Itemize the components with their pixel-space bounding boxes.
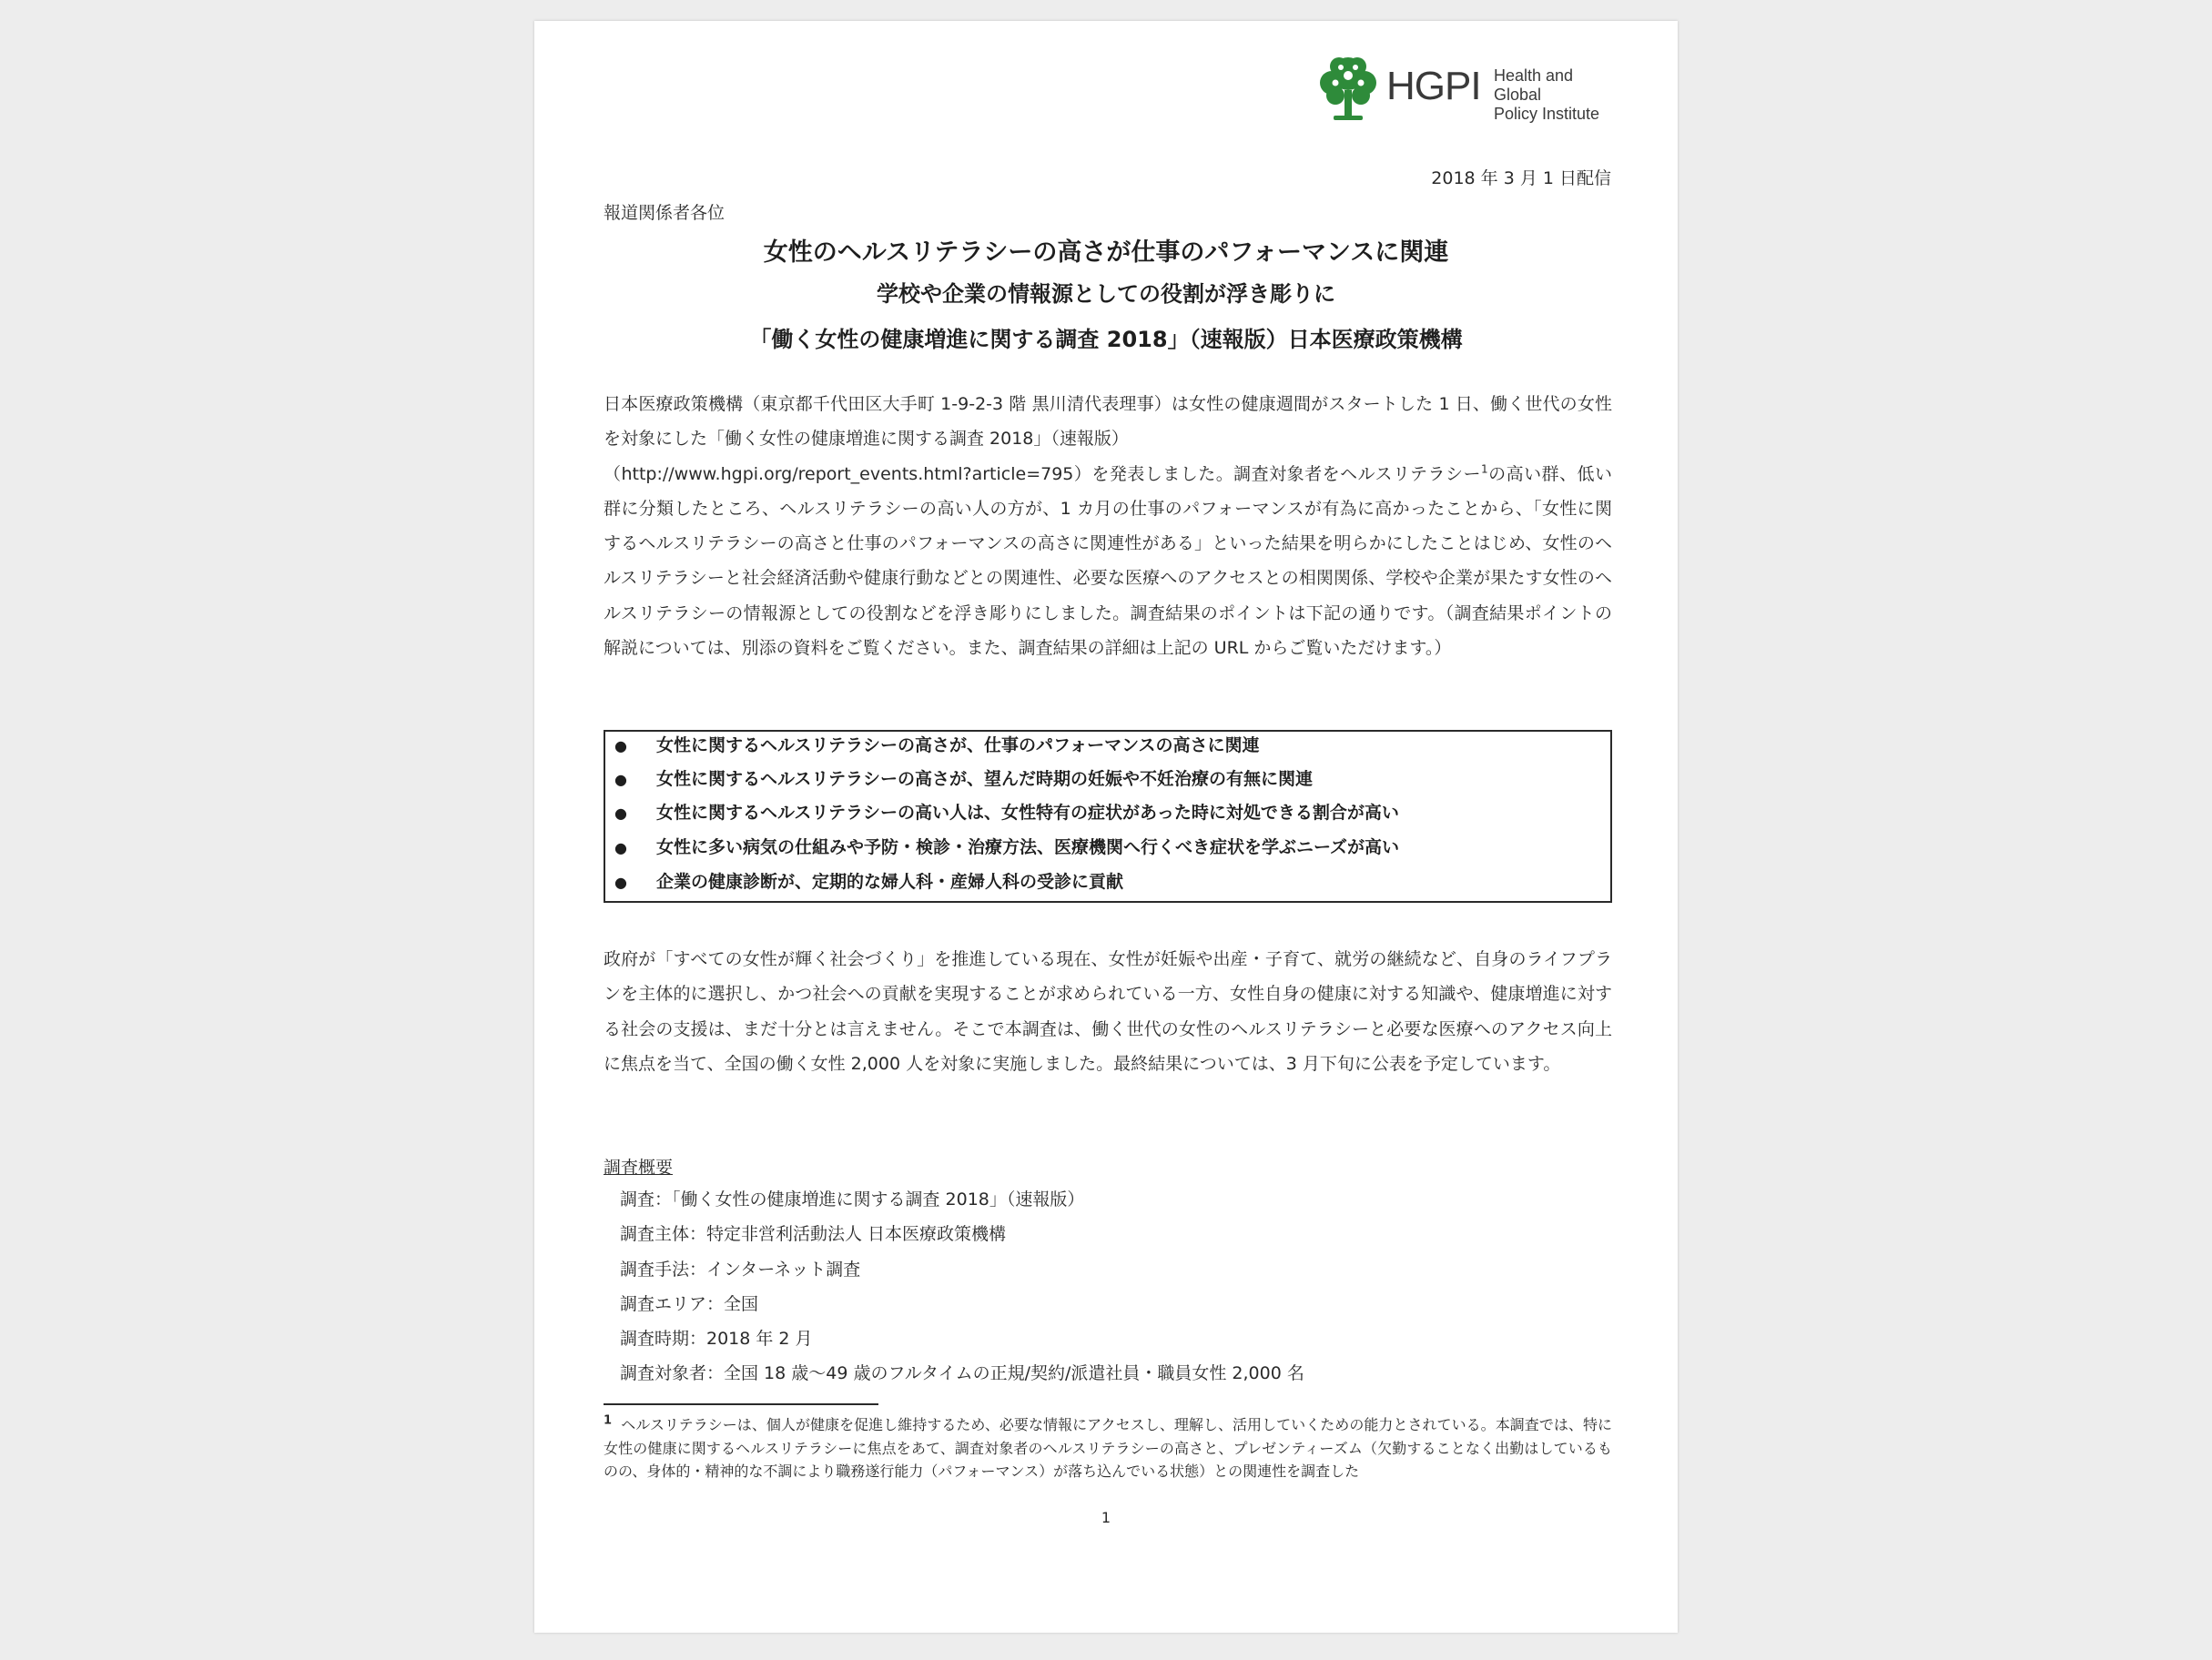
logo-subtitle-line1: Health and Global <box>1494 66 1574 104</box>
bullet-icon: ● <box>614 839 627 856</box>
intro-paragraph <box>604 387 1612 665</box>
addressee: 報道関係者各位 <box>604 203 725 223</box>
subtitle-1: 学校や企業の情報源としての役割が浮き彫りに <box>877 281 1335 307</box>
overview-list <box>620 1182 1304 1392</box>
overview-item: 調査主体：特定非営利活動法人 日本医療政策機構 <box>620 1224 1007 1245</box>
footnote-divider <box>604 1403 878 1405</box>
overview-item: 調査対象者：全国 18 歳～49 歳のフルタイムの正規/契約/派遣社員・職員女性 2,000 名 <box>620 1363 1304 1384</box>
key-point: ● 女性に関するヘルスリテラシーの高い人は、女性特有の症状があった時に対処できる割合が高い <box>614 799 1399 826</box>
overview-item: 調査手法：インターネット調査 <box>620 1259 861 1280</box>
page-number: 1 <box>1101 1509 1111 1526</box>
key-point: ● 女性に多い病気の仕組みや予防・検診・治療方法、医療機関へ行くべき症状を学ぶニーズが高い <box>614 834 1399 861</box>
intro-text-3: の高い群、低い群に分類したところ、ヘルスリテラシーの高い人の方が、1 カ月の仕事のパフォーマンスが有為に高かったことから、「女性に関するヘルスリテラシーの高さと仕事のパフォーマンスの高さに関連性がある」といった結果を明らかにしたことはじめ、女性のヘルスリテラシーと社会経済活動や健康行動などとの関連性、必要な医療へのアクセスとの相関関係、学校や企業が果たす女性のヘルスリテラシーの情報源としての役割などを浮き彫りにしました。調査結果のポイントは下記の通りです。（調査結果ポイントの解説については、別添の資料をご覧ください。また、調査結果の詳細は上記の URL からご覧いただけます。） <box>604 463 1612 659</box>
overview-item: 調査時期：2018 年 2 月 <box>620 1329 813 1350</box>
document-page <box>534 21 1678 1633</box>
release-date: 2018 年 3 月 1 日配信 <box>1431 168 1611 188</box>
background-paragraph: 政府が「すべての女性が輝く社会づくり」を推進している現在、女性が妊娠や出産・子育て、就労の継続など、自身のライフプランを主体的に選択し、かつ社会への貢献を実現することが求められている一方、女性自身の健康に対する知識や、健康増進に対する社会の支援は、まだ十分とは言えません。そこで本調査は、働く世代の女性のヘルスリテラシーと必要な医療へのアクセス向上に焦点を当て、全国の働く女性 2,000 人を対象に実施しました。最終結果については、3 月下旬に公表を予定しています。 <box>604 949 1612 1074</box>
logo-subtitle-line2: Policy Institute <box>1494 105 1600 123</box>
bullet-icon: ● <box>614 771 627 788</box>
hgpi-logo <box>1315 54 1616 141</box>
logo-subtitle <box>1494 66 1616 124</box>
footnote-reference: 1 <box>1480 462 1488 476</box>
overview-item: 調査エリア：全国 <box>620 1293 759 1314</box>
key-point: ● 女性に関するヘルスリテラシーの高さが、望んだ時期の妊娠や不妊治療の有無に関連 <box>614 765 1313 793</box>
bullet-icon: ● <box>614 737 627 754</box>
overview-item: 調査：「働く女性の健康増進に関する調査 2018」（速報版） <box>620 1189 1085 1210</box>
footnote-text: ヘルスリテラシーは、個人が健康を促進し維持するため、必要な情報にアクセスし、理解し、活用していくための能力とされている。本調査では、特に女性の健康に関するヘルスリテラシーに焦点をあて、調査対象者のヘルスリテラシーの高さと、プレゼンティーズム（欠勤することなく出勤はしているものの、身体的・精神的な不調により職務遂行能力（パフォーマンス）が落ち込んでいる状態）との関連性を調査した <box>604 1416 1612 1480</box>
intro-text-1: 日本医療政策機構（東京都千代田区大手町 1-9-2-3 階 黒川清代表理事）は女性の健康週間がスタートした 1 日、働く世代の女性を対象にした「働く女性の健康増進に関する調査 2018」（速報版） <box>604 394 1612 450</box>
overview-heading: 調査概要 <box>604 1158 674 1178</box>
tree-logo-icon <box>1315 54 1381 127</box>
main-title: 女性のヘルスリテラシーの高さが仕事のパフォーマンスに関連 <box>763 238 1449 267</box>
logo-wordmark: HGPI <box>1386 64 1481 108</box>
bullet-icon: ● <box>614 874 627 891</box>
subtitle-2: 「働く女性の健康増進に関する調査 2018」（速報版）日本医療政策機構 <box>749 327 1463 352</box>
footnote <box>604 1413 1612 1483</box>
key-point: ● 女性に関するヘルスリテラシーの高さが、仕事のパフォーマンスの高さに関連 <box>614 732 1260 759</box>
intro-text-2: （http://www.hgpi.org/report_events.html?article=795）を発表しました。調査対象者をヘルスリテラシー <box>604 463 1481 484</box>
bullet-icon: ● <box>614 805 627 822</box>
key-point: ● 企業の健康診断が、定期的な婦人科・産婦人科の受診に貢献 <box>614 868 1123 896</box>
key-points-box <box>604 730 1612 903</box>
footnote-mark: 1 <box>604 1413 613 1428</box>
